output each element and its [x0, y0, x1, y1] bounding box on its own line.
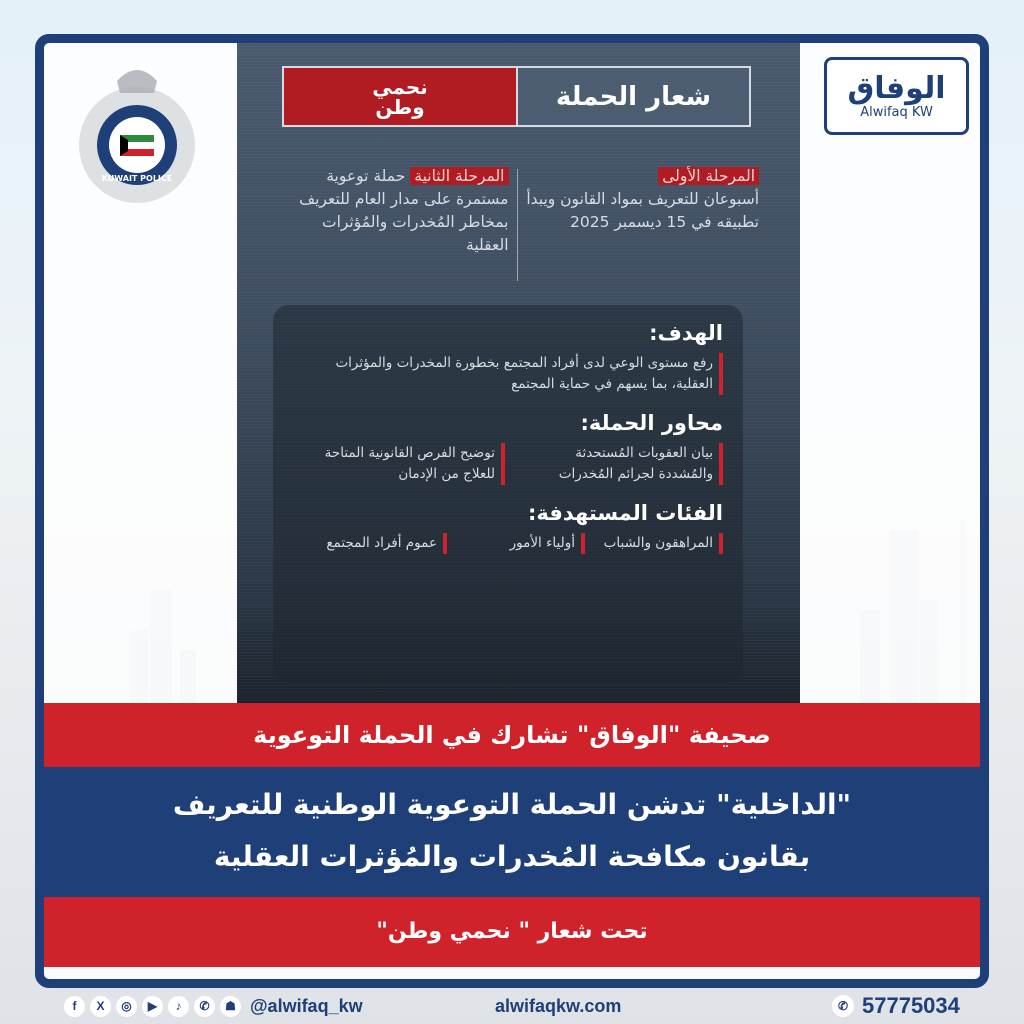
axes-title: محاور الحملة: [580, 411, 723, 435]
target-item: عموم أفراد المجتمع [317, 533, 447, 554]
alwifaq-logo [824, 57, 969, 135]
social-links [64, 996, 363, 1017]
phone-icon: ✆ [832, 995, 854, 1017]
headline-line2: بقانون مكافحة المُخدرات والمُؤثرات العقلية [213, 840, 811, 873]
slogan-line2: وطن [375, 94, 425, 119]
kuwait-police-badge [72, 59, 202, 209]
details-card [273, 305, 743, 683]
campaign-panel [237, 43, 800, 703]
svg-text:KUWAIT POLICE: KUWAIT POLICE [101, 174, 173, 183]
instagram-icon[interactable]: ◎ [116, 996, 137, 1017]
phases [267, 165, 767, 285]
headline-banner [44, 767, 980, 897]
tiktok-icon[interactable]: ♪ [168, 996, 189, 1017]
phase-second-text: حملة توعوية مستمرة على مدار العام للتعريف بمخاطر المُخدرات والمُؤثرات العقلية [299, 167, 509, 254]
axis-item: توضيح الفرص القانونية المتاحة للعلاج من الإدمان [305, 443, 505, 485]
axis-item: بيان العقوبات المُستحدثة والمُشددة لجرائم المُخدرات [523, 443, 723, 485]
phase-divider [517, 169, 518, 281]
phase-first-tag: المرحلة الأولى [658, 167, 759, 185]
slogan-box [282, 66, 751, 127]
top-red-banner: صحيفة "الوفاق" تشارك في الحملة التوعوية [44, 703, 980, 767]
phase-second [267, 165, 517, 285]
bottom-red-banner: تحت شعار " نحمي وطن" [44, 897, 980, 967]
phase-first [518, 165, 768, 285]
website-link[interactable]: alwifaqkw.com [495, 995, 622, 1016]
phase-first-text: أسبوعان للتعريف بمواد القانون ويبدأ تطبيقه في 15 ديسمبر 2025 [526, 190, 759, 231]
footer [0, 988, 1024, 1024]
target-item: المراهقون والشباب [603, 533, 723, 554]
x-icon[interactable]: X [90, 996, 111, 1017]
slogan-label: شعار الحملة [518, 68, 749, 125]
logo-english: Alwifaq KW [860, 104, 933, 120]
whatsapp-icon[interactable]: ✆ [194, 996, 215, 1017]
phone-contact [832, 993, 960, 1019]
main-frame [35, 34, 989, 988]
slogan-value [284, 68, 518, 125]
goal-text: رفع مستوى الوعي لدى أفراد المجتمع بخطورة المخدرات والمؤثرات العقلية، بما يسهم في حماية المجتمع [293, 353, 723, 395]
headline-line1: "الداخلية" تدشن الحملة التوعوية الوطنية للتعريف [172, 788, 852, 821]
facebook-icon[interactable]: f [64, 996, 85, 1017]
target-item: أولياء الأمور [465, 533, 585, 554]
youtube-icon[interactable]: ▶ [142, 996, 163, 1017]
logo-arabic: الوفاق [847, 70, 946, 106]
social-handle[interactable]: @alwifaq_kw [250, 995, 363, 1016]
phone-number[interactable]: 57775034 [862, 993, 960, 1018]
phase-second-tag: المرحلة الثانية [410, 167, 508, 185]
goal-title: الهدف: [649, 321, 723, 345]
snapchat-icon[interactable]: ☗ [220, 996, 241, 1017]
targets-title: الفئات المستهدفة: [527, 501, 723, 525]
slogan-line1: نحمي [372, 74, 428, 99]
